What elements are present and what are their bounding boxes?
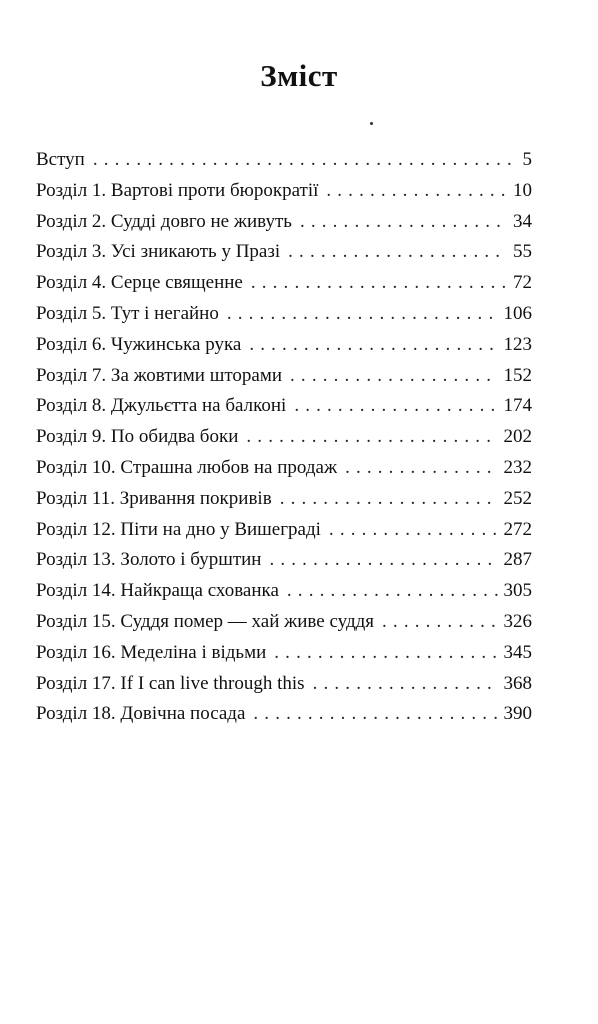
toc-entry-page: 5 [522,149,532,170]
dot-leader [326,176,507,207]
toc-entry-title: Розділ 3. Усі зникають у Празі [36,241,281,263]
dot-leader [251,268,507,299]
toc-entry-title: Розділ 13. Золото і бурштин [36,549,262,571]
toc-entry [36,576,532,607]
dot-leader [269,545,497,576]
toc-entry [36,669,532,700]
toc-entry-title: Розділ 1. Вартові проти бюрократії [36,179,319,201]
dot-leader [290,361,497,392]
toc-entry-title: Розділ 2. Судді довго не живуть [36,210,292,232]
toc-entry-title: Розділ 15. Суддя помер — хай живе суддя [36,610,375,632]
toc-entry [36,422,532,453]
toc-entry-title: Розділ 14. Найкраща схованка [36,580,279,602]
dot-leader [246,422,497,453]
dot-leader [287,576,498,607]
dot-leader [313,669,498,700]
dot-leader [329,515,498,546]
toc-entry-title: Розділ 5. Тут і негайно [36,302,219,324]
toc-entry-page: 305 [503,580,532,602]
toc-entry-page: 55 [513,241,532,263]
toc-entry-title: Розділ 18. Довічна посада [36,703,246,725]
toc-entry-page: 106 [503,302,532,324]
toc-entry-title: Розділ 8. Джульєтта на балконі [36,395,287,417]
toc-entry-page: 123 [503,333,532,355]
toc-entry-page: 202 [503,426,532,448]
dot-leader [253,699,497,730]
table-of-contents [36,145,532,730]
toc-entry-page: 390 [503,703,532,725]
toc-entry-page: 72 [513,272,532,294]
dot-leader [294,391,497,422]
dot-leader [288,237,507,268]
dot-leader [93,145,517,176]
toc-entry [36,207,532,238]
toc-entry-page: 287 [503,549,532,571]
toc-entry-title: Розділ 11. Зривання покривів [36,487,272,509]
dot-leader [300,207,507,238]
dot-leader [345,453,497,484]
dot-leader [280,484,498,515]
toc-entry [36,638,532,669]
toc-entry-page: 345 [503,641,532,663]
dot-leader [227,299,498,330]
toc-entry [36,237,532,268]
toc-entry-page: 232 [503,456,532,478]
toc-entry-title: Розділ 7. За жовтими шторами [36,364,283,386]
toc-entry-title: Розділ 12. Піти на дно у Вишеграді [36,518,321,540]
toc-entry-title: Розділ 4. Серце священне [36,272,243,294]
print-speck [370,122,373,125]
toc-entry-page: 174 [503,395,532,417]
toc-entry-page: 326 [503,610,532,632]
toc-entry-page: 368 [503,672,532,694]
toc-entry [36,361,532,392]
toc-entry-title: Розділ 10. Страшна любов на продаж [36,456,338,478]
toc-entry-page: 152 [503,364,532,386]
dot-leader [382,607,497,638]
toc-entry-title: Розділ 16. Меделіна і відьми [36,641,267,663]
toc-entry-title: Розділ 9. По обидва боки [36,426,239,448]
toc-entry-page: 272 [503,518,532,540]
toc-entry [36,176,532,207]
toc-entry [36,484,532,515]
toc-entry-page: 34 [513,210,532,232]
toc-entry-title: Вступ [36,149,85,170]
toc-entry [36,330,532,361]
toc-entry [36,453,532,484]
toc-entry [36,699,532,730]
toc-entry-page: 252 [503,487,532,509]
toc-entry [36,299,532,330]
dot-leader [249,330,497,361]
dot-leader [274,638,497,669]
toc-entry [36,268,532,299]
toc-entry [36,391,532,422]
toc-entry-title: Розділ 17. If I can live through this [36,672,305,694]
page-title: Зміст [260,58,338,93]
toc-entry [36,145,532,176]
toc-entry [36,545,532,576]
toc-entry-title: Розділ 6. Чужинська рука [36,333,242,355]
toc-entry [36,607,532,638]
toc-entry-page: 10 [513,179,532,201]
toc-entry [36,515,532,546]
